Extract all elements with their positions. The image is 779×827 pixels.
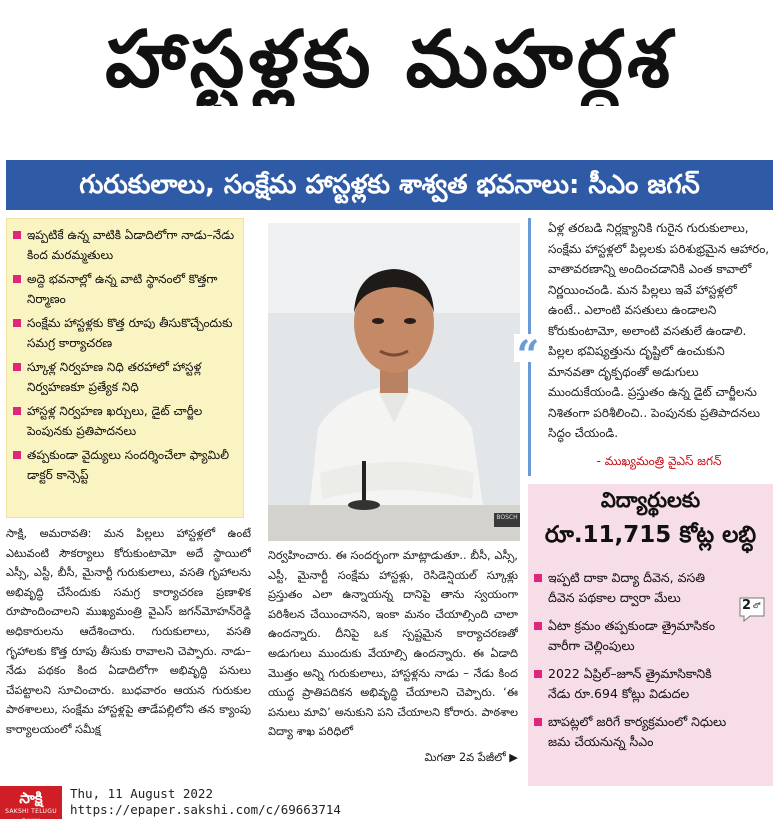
- logo-subtext: SAKSHI TELUGU DAILY: [5, 808, 57, 825]
- benefits-title-line2: రూ.11,715 కోట్ల లబ్ధి: [544, 522, 757, 548]
- benefit-text: 2022 ఏప్రిల్–జూన్ త్రైమాసికానికి నేడు రూ.694 కోట్లు విడుదల: [548, 666, 712, 701]
- benefit-item: [532, 568, 732, 608]
- edition-date: Thu, 11 August 2022: [70, 786, 213, 801]
- bullet-icon: [534, 718, 542, 726]
- highlight-item: [13, 401, 237, 441]
- bullet-icon: [13, 319, 21, 327]
- highlight-item: [13, 313, 237, 353]
- sakshi-logo: [0, 786, 62, 825]
- quote-attribution: - ముఖ్యమంత్రి వైఎస్ జగన్: [596, 454, 722, 468]
- bullet-icon: [534, 574, 542, 582]
- page-tag-suffix: లో: [753, 602, 761, 610]
- highlight-item: [13, 225, 237, 265]
- benefits-box: [528, 484, 773, 802]
- benefits-list: [532, 568, 732, 760]
- benefit-item: [532, 712, 732, 752]
- highlights-list: [13, 225, 237, 485]
- page-reference-tag: [738, 596, 766, 622]
- highlight-item: [13, 269, 237, 309]
- bullet-icon: [534, 670, 542, 678]
- bullet-icon: [13, 275, 21, 283]
- highlight-text: హాస్టళ్ల నిర్వహణ ఖర్చులు, డైట్ చార్జీల పెంపునకు ప్రతిపాదనలు: [27, 404, 203, 438]
- highlight-text: అద్దె భవనాల్లో ఉన్న వాటి స్థానంలో కొత్తగా నిర్మాణం: [27, 272, 218, 306]
- quote-text: ఏళ్ల తరబడి నిర్లక్ష్యానికి గురైన గురుకులాలు, సంక్షేమ హాస్టళ్లలో పిల్లలకు పరిశుభ్రమైన ఆహారం, వాతావరణాన్ని అందించడానికి ఎంత కావాలో నిర్ణయించండి. మన పిల్లలు ఇవే హాస్టళ్లలో ఉంటే.. ఎలాంటి వసతులు ఉండాలని కోరుకుంటామో, అలాంటి వసతులే ఉండాలి. పిల్లల భవిష్యత్తును దృష్టిలో ఉంచుకుని మానవతా దృక్పథంతో అడుగులు ముందుకేయండి. ప్రస్తుతం ఉన్న డైట్ చార్జీలను నిశితంగా పరిశీలించి.. పెంపునకు ప్రతిపాదనలు సిద్ధం చేయండి.: [548, 221, 770, 440]
- benefit-item: [532, 664, 732, 704]
- bullet-icon: [13, 231, 21, 239]
- cm-photo: [268, 223, 520, 541]
- article-column-1: సాక్షి, అమరావతి: మన పిల్లలు హాస్టళ్లలో ఉంటే ఎటువంటి సౌకర్యాలు కోరుకుంటామో అదే స్థాయిలో ఎస్సీ, ఎస్టీ, బీసీ, మైనార్టీ గురుకులాలు, వసతి గృహాలను అభివృద్ధి చేసేందుకు సమగ్ర కార్యాచరణ ప్రణాళిక రూపొందించాలని ముఖ్యమంత్రి వైఎస్ జగన్‌మోహన్‌రెడ్డి అధికారులను ఆదేశించారు. గురుకులాలు, వసతి గృహాలకు కొత్త రూపు తీసుకు రావాలని చెప్పారు. నాడు–నేడు పథకం కింద ఏడాదిలోగా అభివృద్ధి పనులు చేపట్టాలని సూచించారు. బుధవారం ఆయన గురుకుల పాఠశాలలు, సంక్షేమ హాస్టళ్లపై తాడేపల్లిలోని తన క్యాంపు కార్యాలయంలో సమీక్ష: [6, 527, 251, 736]
- benefit-item: [532, 616, 732, 656]
- photo-illustration: [268, 223, 520, 541]
- highlight-text: ఇప్పటికే ఉన్న వాటికి ఏడాదిలోగా నాడు–నేడు కింద మరమ్మతులు: [27, 228, 235, 262]
- quote-icon: “: [514, 334, 542, 362]
- highlight-text: సంక్షేమ హాస్టళ్లకు కొత్త రూపు తీసుకొచ్చేందుకు సమగ్ర కార్యాచరణ: [27, 316, 233, 350]
- benefit-text: ఇప్పటి దాకా విద్యా దీవెన, వసతి దీవెన పథకాల ద్వారా మేలు: [548, 570, 706, 605]
- epaper-url[interactable]: https://epaper.sakshi.com/c/69663714: [70, 802, 341, 817]
- headline: హాస్టళ్లకు మహర్దశ: [105, 14, 674, 105]
- nameplate-text: BOSCH: [496, 514, 518, 521]
- highlight-item: [13, 357, 237, 397]
- highlight-text: తప్పకుండా వైద్యులు సందర్శించేలా ఫ్యామిలీ డాక్టర్ కాన్సెప్ట్: [27, 448, 230, 482]
- bullet-icon: [13, 407, 21, 415]
- highlights-box: [6, 218, 244, 518]
- benefits-title-line1: విద్యార్థులకు: [600, 488, 701, 512]
- highlight-text: స్కూళ్ల నిర్వహణ నిధి తరహాలో హాస్టళ్ల నిర్వహణకూ ప్రత్యేక నిధి: [27, 360, 202, 394]
- article-column-2: నిర్వహించారు. ఈ సందర్భంగా మాట్లాడుతూ.. బీసీ, ఎస్సీ, ఎస్టీ, మైనార్టీ సంక్షేమ హాస్టళ్లు, రెసిడెన్షియల్ స్కూళ్లు ప్రస్తుతం ఎలా ఉన్నాయన్న దానిపై తాను స్వయంగా పరిశీలన చేయించానని, ఇంకా మనం చేయాల్సింది చాలా ఉందన్నారు. దీనిపై ఒక స్పష్టమైన కార్యాచరణతో అడుగులు ముందుకు వేయాల్సి ఉందన్నారు. ఈ ఏడాది మొత్తం అన్ని గురుకులాలు, హాస్టళ్లను నాడు – నేడు కింద యుద్ధ ప్రాతిపదికన అభివృద్ధి చేయాలని చెప్పారు. ‘ఈ పనులు మావి’ అనుకుని పని చేయాలని కోరారు. పాఠశాల విద్యా శాఖ పరిధిలో: [268, 549, 518, 739]
- benefit-text: ఏటా క్రమం తప్పకుండా త్రైమాసికం వారీగా చెల్లింపులు: [548, 618, 716, 653]
- footer: [0, 786, 779, 825]
- bullet-icon: [13, 451, 21, 459]
- bullet-icon: [534, 622, 542, 630]
- continued-on-page-link[interactable]: మిగతా 2వ పేజీలో ▶: [424, 751, 518, 764]
- logo-text: సాక్షి: [19, 789, 43, 807]
- subheadline-bar: గురుకులాలు, సంక్షేమ హాస్టళ్లకు శాశ్వత భవనాలు: సీఎం జగన్: [6, 160, 773, 210]
- quote-box: [528, 218, 773, 476]
- page-tag-number: 2: [742, 598, 752, 613]
- highlight-item: [13, 445, 237, 485]
- bullet-icon: [13, 363, 21, 371]
- benefit-text: బాపట్లలో జరిగే కార్యక్రమంలో నిధులు జమ చేయనున్న సీఎం: [548, 714, 727, 749]
